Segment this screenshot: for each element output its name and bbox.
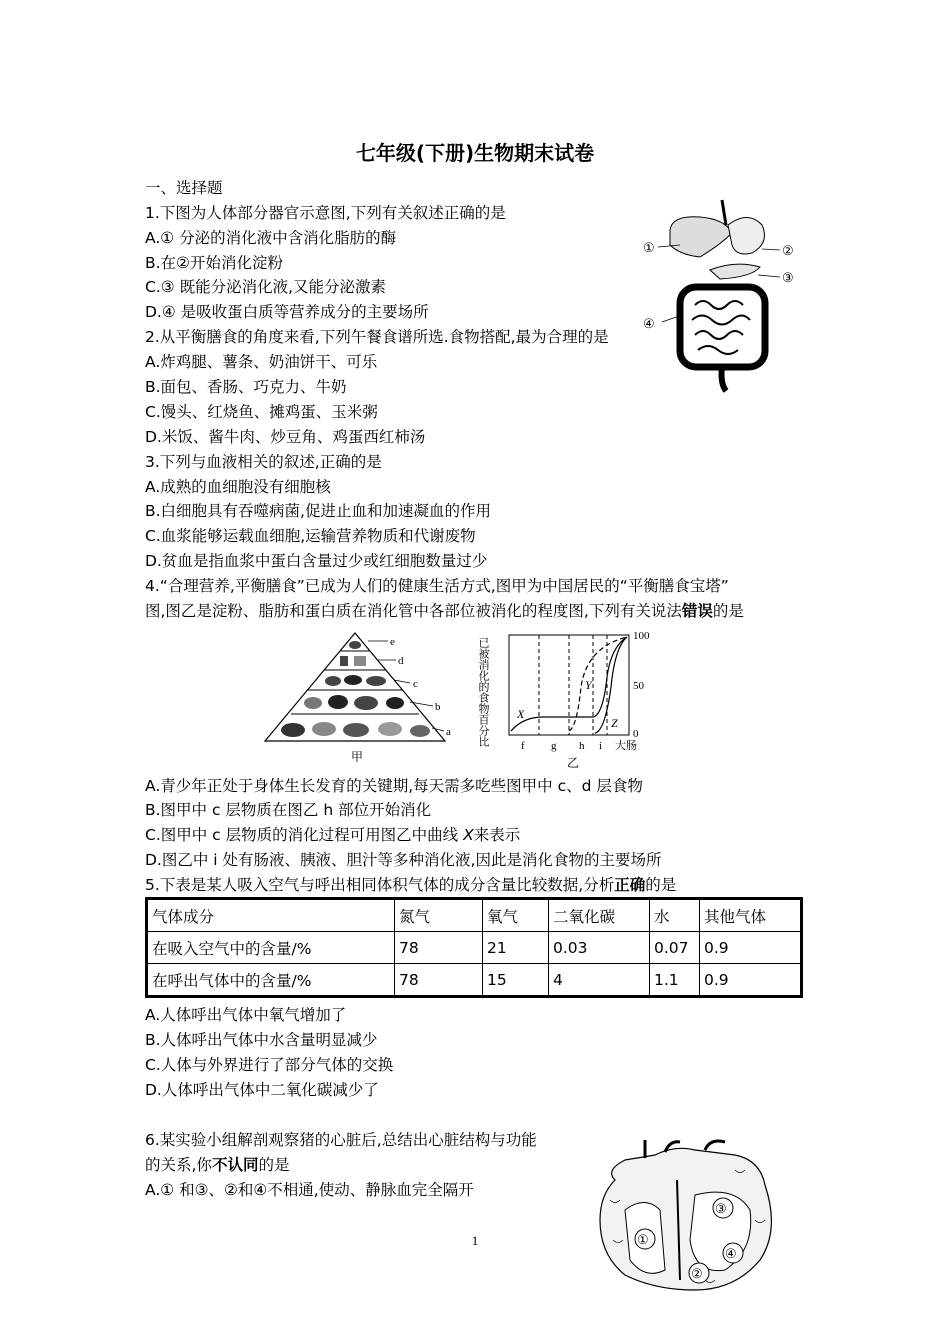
- table-cell: 4: [549, 964, 650, 997]
- heart-label-3: ③: [715, 1201, 727, 1216]
- graph-caption: 乙: [567, 756, 580, 770]
- fig1-label-3: ③: [782, 270, 794, 285]
- table-header: 氮气: [395, 899, 483, 932]
- graph-ytick-100: 100: [633, 630, 650, 642]
- graph-y-label: 已被消化的食物百分比: [477, 637, 489, 747]
- q4-option-b: B.图甲中 c 层物质在图乙 h 部位开始消化: [145, 801, 432, 819]
- q3-option-b: B.白细胞具有吞噬病菌,促进止血和加速凝血的作用: [145, 502, 491, 520]
- pancreas-shape: [710, 264, 760, 279]
- table-cell: 0.9: [700, 964, 802, 997]
- graph-xtick-g: g: [551, 740, 557, 752]
- gas-composition-table: [145, 897, 803, 998]
- q1-option-d: D.④ 是吸收蛋白质等营养成分的主要场所: [145, 303, 429, 321]
- table-cell: 15: [483, 964, 549, 997]
- table-row: [147, 964, 802, 997]
- q1-option-c: C.③ 既能分泌消化液,又能分泌激素: [145, 278, 387, 296]
- table-header: 其他气体: [700, 899, 802, 932]
- table-cell: 0.9: [700, 932, 802, 964]
- q6-option-a: A.① 和③、②和④不相通,使动、静脉血完全隔开: [145, 1181, 474, 1199]
- q4-stem-line2: 图,图乙是淀粉、脂肪和蛋白质在消化管中各部位被消化的程度图,下列有关说法错误的是: [145, 602, 744, 620]
- table-cell: 78: [395, 932, 483, 964]
- pyramid-label-b: b: [435, 701, 441, 713]
- q2-option-c: C.馒头、红烧鱼、摊鸡蛋、玉米粥: [145, 403, 378, 421]
- pyramid-label-d: d: [398, 655, 404, 667]
- q5-option-d: D.人体呼出气体中二氧化碳减少了: [145, 1081, 379, 1099]
- pyramid-label-c: c: [413, 678, 418, 690]
- curve-label-z: Z: [611, 716, 618, 730]
- table-cell: 在吸入空气中的含量/%: [147, 932, 395, 964]
- q4-option-a: A.青少年正处于身体生长发育的关键期,每天需多吃些图甲中 c、d 层食物: [145, 777, 643, 795]
- pyramid-label-a: a: [446, 726, 451, 738]
- q4-option-c: C.图甲中 c 层物质的消化过程可用图乙中曲线 X来表示: [145, 826, 521, 844]
- table-cell: 1.1: [650, 964, 700, 997]
- q6-emphasis: 不认同: [211, 1156, 259, 1174]
- stomach-shape: [728, 218, 764, 255]
- q5-option-a: A.人体呼出气体中氧气增加了: [145, 1006, 347, 1024]
- liver-shape: [670, 217, 732, 257]
- table-cell: 78: [395, 964, 483, 997]
- graph-xtick-f: f: [521, 740, 525, 752]
- graph-xtick-i: i: [599, 740, 603, 752]
- digestion-graph-figure: [477, 627, 693, 772]
- q2-option-b: B.面包、香肠、巧克力、牛奶: [145, 378, 347, 396]
- heart-figure: [585, 1140, 785, 1300]
- food-pyramid-figure: [258, 628, 463, 768]
- q5-stem: 5.下表是某人吸入空气与呼出相同体积气体的成分含量比较数据,分析正确的是: [145, 876, 677, 894]
- q5-emphasis: 正确: [614, 876, 646, 894]
- heart-label-1: ①: [637, 1232, 649, 1247]
- curve-label-x: X: [517, 707, 525, 721]
- q3-stem: 3.下列与血液相关的叙述,正确的是: [145, 453, 382, 471]
- heart-label-4: ④: [725, 1246, 737, 1261]
- table-cell: 在呼出气体中的含量/%: [147, 964, 395, 997]
- table-header: 气体成分: [147, 899, 395, 932]
- q3-option-d: D.贫血是指血浆中蛋白含量过少或红细胞数量过少: [145, 552, 488, 570]
- table-row: [147, 932, 802, 964]
- heart-label-2: ②: [691, 1266, 703, 1281]
- q4-stem-line1: 4.“合理营养,平衡膳食”已成为人们的健康生活方式,图甲为中国居民的“平衡膳食宝塔”: [145, 577, 729, 595]
- q2-option-d: D.米饭、酱牛肉、炒豆角、鸡蛋西红柿汤: [145, 428, 426, 446]
- q5-option-b: B.人体呼出气体中水含量明显减少: [145, 1031, 378, 1049]
- graph-xtick-large-intestine: 大肠: [615, 740, 637, 752]
- q1-option-b: B.在②开始消化淀粉: [145, 254, 283, 272]
- q6-stem-line1: 6.某实验小组解剖观察猪的心脏后,总结出心脏结构与功能: [145, 1131, 537, 1149]
- pyramid-caption: 甲: [351, 750, 364, 764]
- q4-emphasis: 错误: [681, 602, 713, 620]
- q3-option-a: A.成熟的血细胞没有细胞核: [145, 478, 331, 496]
- q6-stem-line2: 的关系,你不认同的是: [145, 1156, 290, 1174]
- q2-option-a: A.炸鸡腿、薯条、奶油饼干、可乐: [145, 353, 378, 371]
- q1-option-a: A.① 分泌的消化液中含消化脂肪的酶: [145, 229, 397, 247]
- graph-xtick-h: h: [579, 740, 585, 752]
- q4-option-d: D.图乙中 i 处有肠液、胰液、胆汁等多种消化液,因此是消化食物的主要场所: [145, 851, 662, 869]
- table-header: 水: [650, 899, 700, 932]
- table-header: 氧气: [483, 899, 549, 932]
- digestive-system-figure: [640, 195, 800, 395]
- table-header-row: [147, 899, 802, 932]
- q1-stem: 1.下图为人体部分器官示意图,下列有关叙述正确的是: [145, 204, 506, 222]
- pyramid-label-e: e: [390, 636, 395, 648]
- table-cell: 0.03: [549, 932, 650, 964]
- fig1-label-4: ④: [643, 316, 655, 331]
- large-intestine-shape: [680, 287, 765, 367]
- table-header: 二氧化碳: [549, 899, 650, 932]
- q2-stem: 2.从平衡膳食的角度来看,下列午餐食谱所选.食物搭配,最为合理的是: [145, 328, 609, 346]
- page-title: 七年级(下册)生物期末试卷: [355, 141, 595, 165]
- fig1-label-2: ②: [782, 243, 794, 258]
- page-number: 1: [471, 1233, 479, 1248]
- q5-option-c: C.人体与外界进行了部分气体的交换: [145, 1056, 394, 1074]
- fig1-label-1: ①: [643, 240, 655, 255]
- q3-option-c: C.血浆能够运载血细胞,运输营养物质和代谢废物: [145, 527, 476, 545]
- small-intestine-shape: [692, 301, 750, 354]
- graph-ytick-50: 50: [633, 680, 644, 692]
- curve-label-y: Y: [585, 678, 592, 692]
- graph-ytick-0: 0: [633, 728, 639, 740]
- section-heading: 一、选择题: [145, 179, 223, 197]
- table-cell: 21: [483, 932, 549, 964]
- table-cell: 0.07: [650, 932, 700, 964]
